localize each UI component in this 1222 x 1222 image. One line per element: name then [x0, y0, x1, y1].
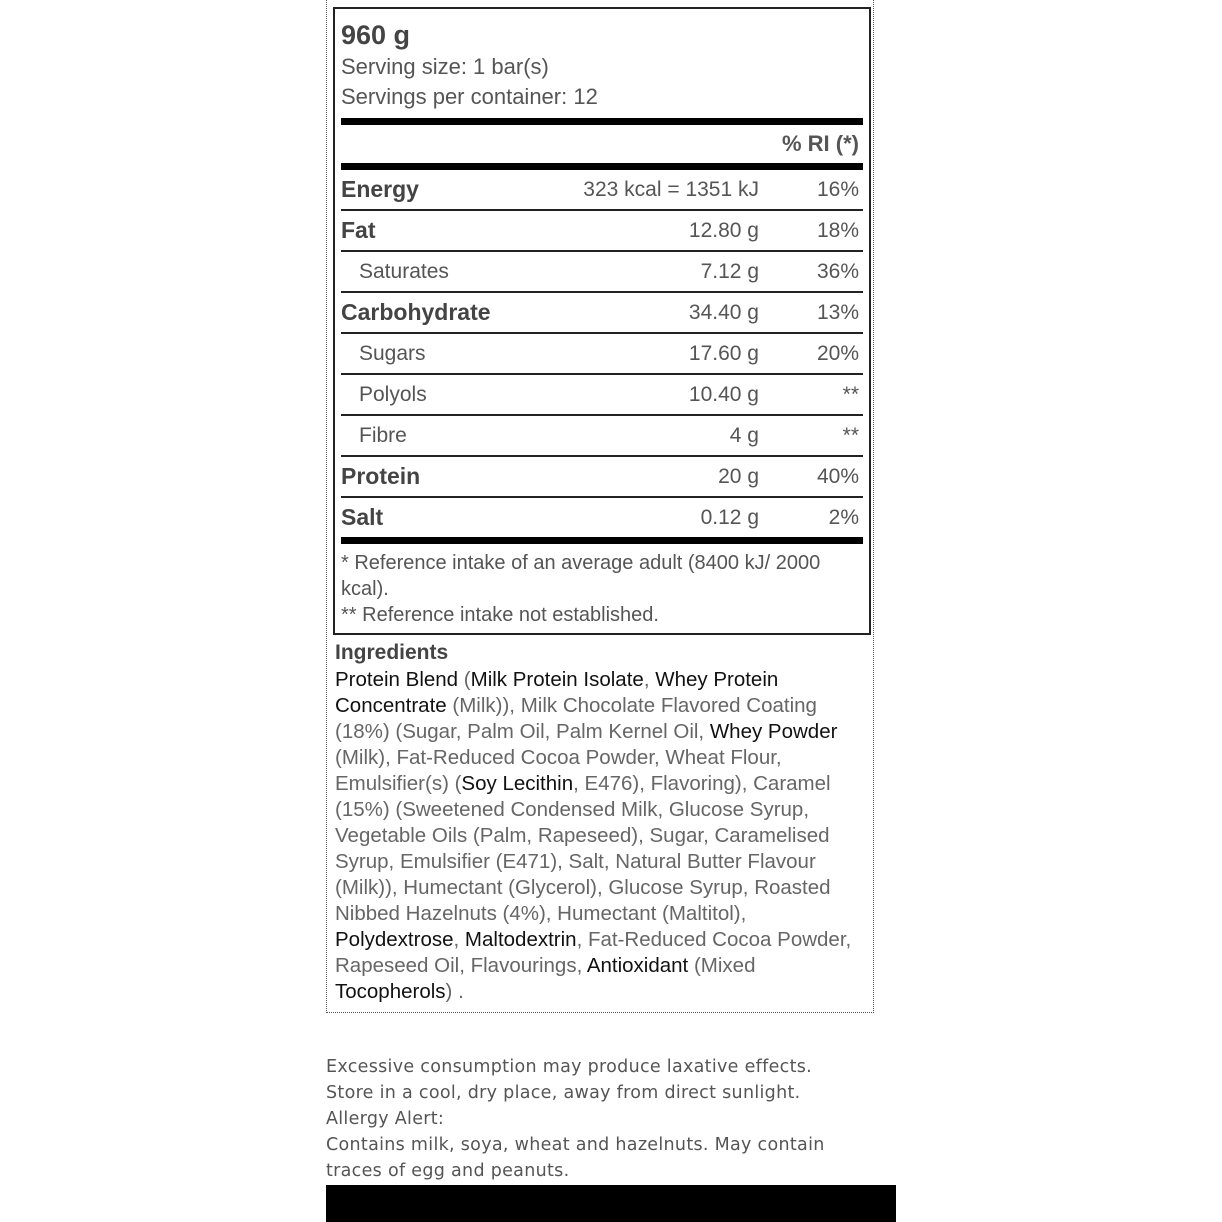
nutrient-row-polyols — [341, 375, 863, 416]
nutrient-row-sugars — [341, 334, 863, 375]
ingredient-highlight: Whey Protein Concentrate — [335, 668, 779, 717]
ingredient-text-segment: , — [643, 668, 656, 691]
ingredient-highlight: Antioxidant — [586, 954, 689, 977]
nutrient-name: Saturates — [359, 259, 449, 283]
nutrient-amount: 323 kcal = 1351 kJ — [583, 177, 759, 201]
ingredient-text-segment: (Mixed — [688, 954, 756, 977]
nutrient-ri: 40% — [816, 464, 859, 488]
nutrient-ri: 13% — [816, 300, 859, 324]
ingredient-text-segment: ( — [458, 668, 471, 691]
nutrient-amount: 10.40 g — [688, 382, 759, 406]
nutrient-amount: 12.80 g — [688, 218, 759, 242]
storage-instructions: Store in a cool, dry place, away from direct sunlight. — [326, 1083, 801, 1103]
reference-note-2: ** Reference intake not established. — [341, 604, 659, 626]
nutrient-row-fat — [341, 211, 863, 252]
divider-thick — [341, 118, 863, 125]
nutrient-name: Fat — [341, 217, 376, 243]
bottom-black-bar — [326, 1185, 896, 1222]
ingredient-text-segment: , Fat-Reduced Cocoa Powder, Rapeseed Oil, Flavourings, — [335, 928, 852, 977]
nutrient-row-carbohydrate — [341, 293, 863, 334]
nutrient-name: Fibre — [359, 423, 407, 447]
nutrition-facts-box — [333, 7, 871, 635]
ingredient-highlight: Protein Blend — [335, 668, 459, 691]
nutrient-amount: 17.60 g — [688, 341, 759, 365]
nutrient-row-fibre — [341, 416, 863, 457]
ingredients-text — [335, 667, 871, 1005]
ingredient-text-segment: (Milk)), Milk Chocolate Flavored Coating (18%) (Sugar, Palm Oil, Palm Kernel Oil, — [335, 694, 817, 743]
allergy-alert-text: Contains milk, soya, wheat and hazelnuts. May contain traces of egg and peanuts. — [326, 1135, 825, 1181]
nutrient-ri: 16% — [816, 177, 859, 201]
net-weight: 960 g — [341, 20, 411, 50]
ingredient-highlight: Tocopherols — [335, 980, 446, 1003]
nutrient-name: Carbohydrate — [341, 299, 491, 325]
reference-note-1: * Reference intake of an average adult (8400 kJ/ 2000 kcal). — [341, 552, 821, 600]
divider-thick — [341, 163, 863, 170]
ri-column-header: % RI (*) — [782, 131, 859, 156]
serving-size: Serving size: 1 bar(s) — [341, 54, 549, 79]
ingredient-highlight: Whey Powder — [709, 720, 838, 743]
nutrient-amount: 7.12 g — [700, 259, 759, 283]
reference-notes — [341, 544, 863, 628]
nutrient-amount: 20 g — [718, 464, 759, 488]
nutrient-ri: 36% — [816, 259, 859, 283]
nutrient-name: Polyols — [359, 382, 427, 406]
nutrient-ri: 2% — [828, 505, 859, 529]
ingredient-highlight: Polydextrose — [335, 928, 454, 951]
nutrient-name: Energy — [341, 176, 419, 202]
nutrient-row-salt — [341, 498, 863, 537]
ingredient-text-segment: (Milk), Fat-Reduced Cocoa Powder, Wheat Flour, Emulsifier(s) ( — [335, 746, 782, 795]
nutrient-row-saturates — [341, 252, 863, 293]
ingredient-text-segment: ) . — [445, 980, 464, 1003]
nutrient-ri: ** — [842, 423, 859, 447]
divider-thick — [341, 537, 863, 544]
nutrient-row-protein — [341, 457, 863, 498]
ingredients-section — [335, 639, 871, 1005]
nutrient-amount: 0.12 g — [700, 505, 759, 529]
servings-per-container: Servings per container: 12 — [341, 84, 598, 109]
nutrient-name: Protein — [341, 463, 421, 489]
nutrient-ri: ** — [842, 382, 859, 406]
allergy-alert-title: Allergy Alert: — [326, 1109, 445, 1129]
nutrient-name: Salt — [341, 504, 384, 530]
ingredient-text-segment: , E476), Flavoring), Caramel (15%) (Sweetened Condensed Milk, Glucose Syrup, Vegetable Oils (Palm, Rapeseed), Sugar, Caramelised Syrup, Emulsifier (E471), Salt, Natural Butter Flavour (Milk)), Humectant (Glycerol), Glucose Syrup, Roasted Nibbed Hazelnuts (4%), Humectant (Maltitol), — [335, 772, 831, 925]
nutrient-amount: 34.40 g — [688, 300, 759, 324]
nutrient-amount: 4 g — [729, 423, 759, 447]
product-info-panel — [326, 0, 874, 1013]
nutrient-ri: 20% — [816, 341, 859, 365]
ingredient-highlight: Soy Lecithin — [461, 772, 574, 795]
ingredient-text-segment: , — [453, 928, 465, 951]
nutrient-row-energy — [341, 170, 863, 211]
warnings-section — [326, 1054, 886, 1184]
ingredient-highlight: Maltodextrin — [464, 928, 577, 951]
laxative-warning: Excessive consumption may produce laxative effects. — [326, 1057, 813, 1077]
ingredients-title: Ingredients — [335, 641, 449, 664]
ingredient-highlight: Milk Protein Isolate — [470, 668, 644, 691]
nutrient-name: Sugars — [359, 341, 426, 365]
nutrient-ri: 18% — [816, 218, 859, 242]
